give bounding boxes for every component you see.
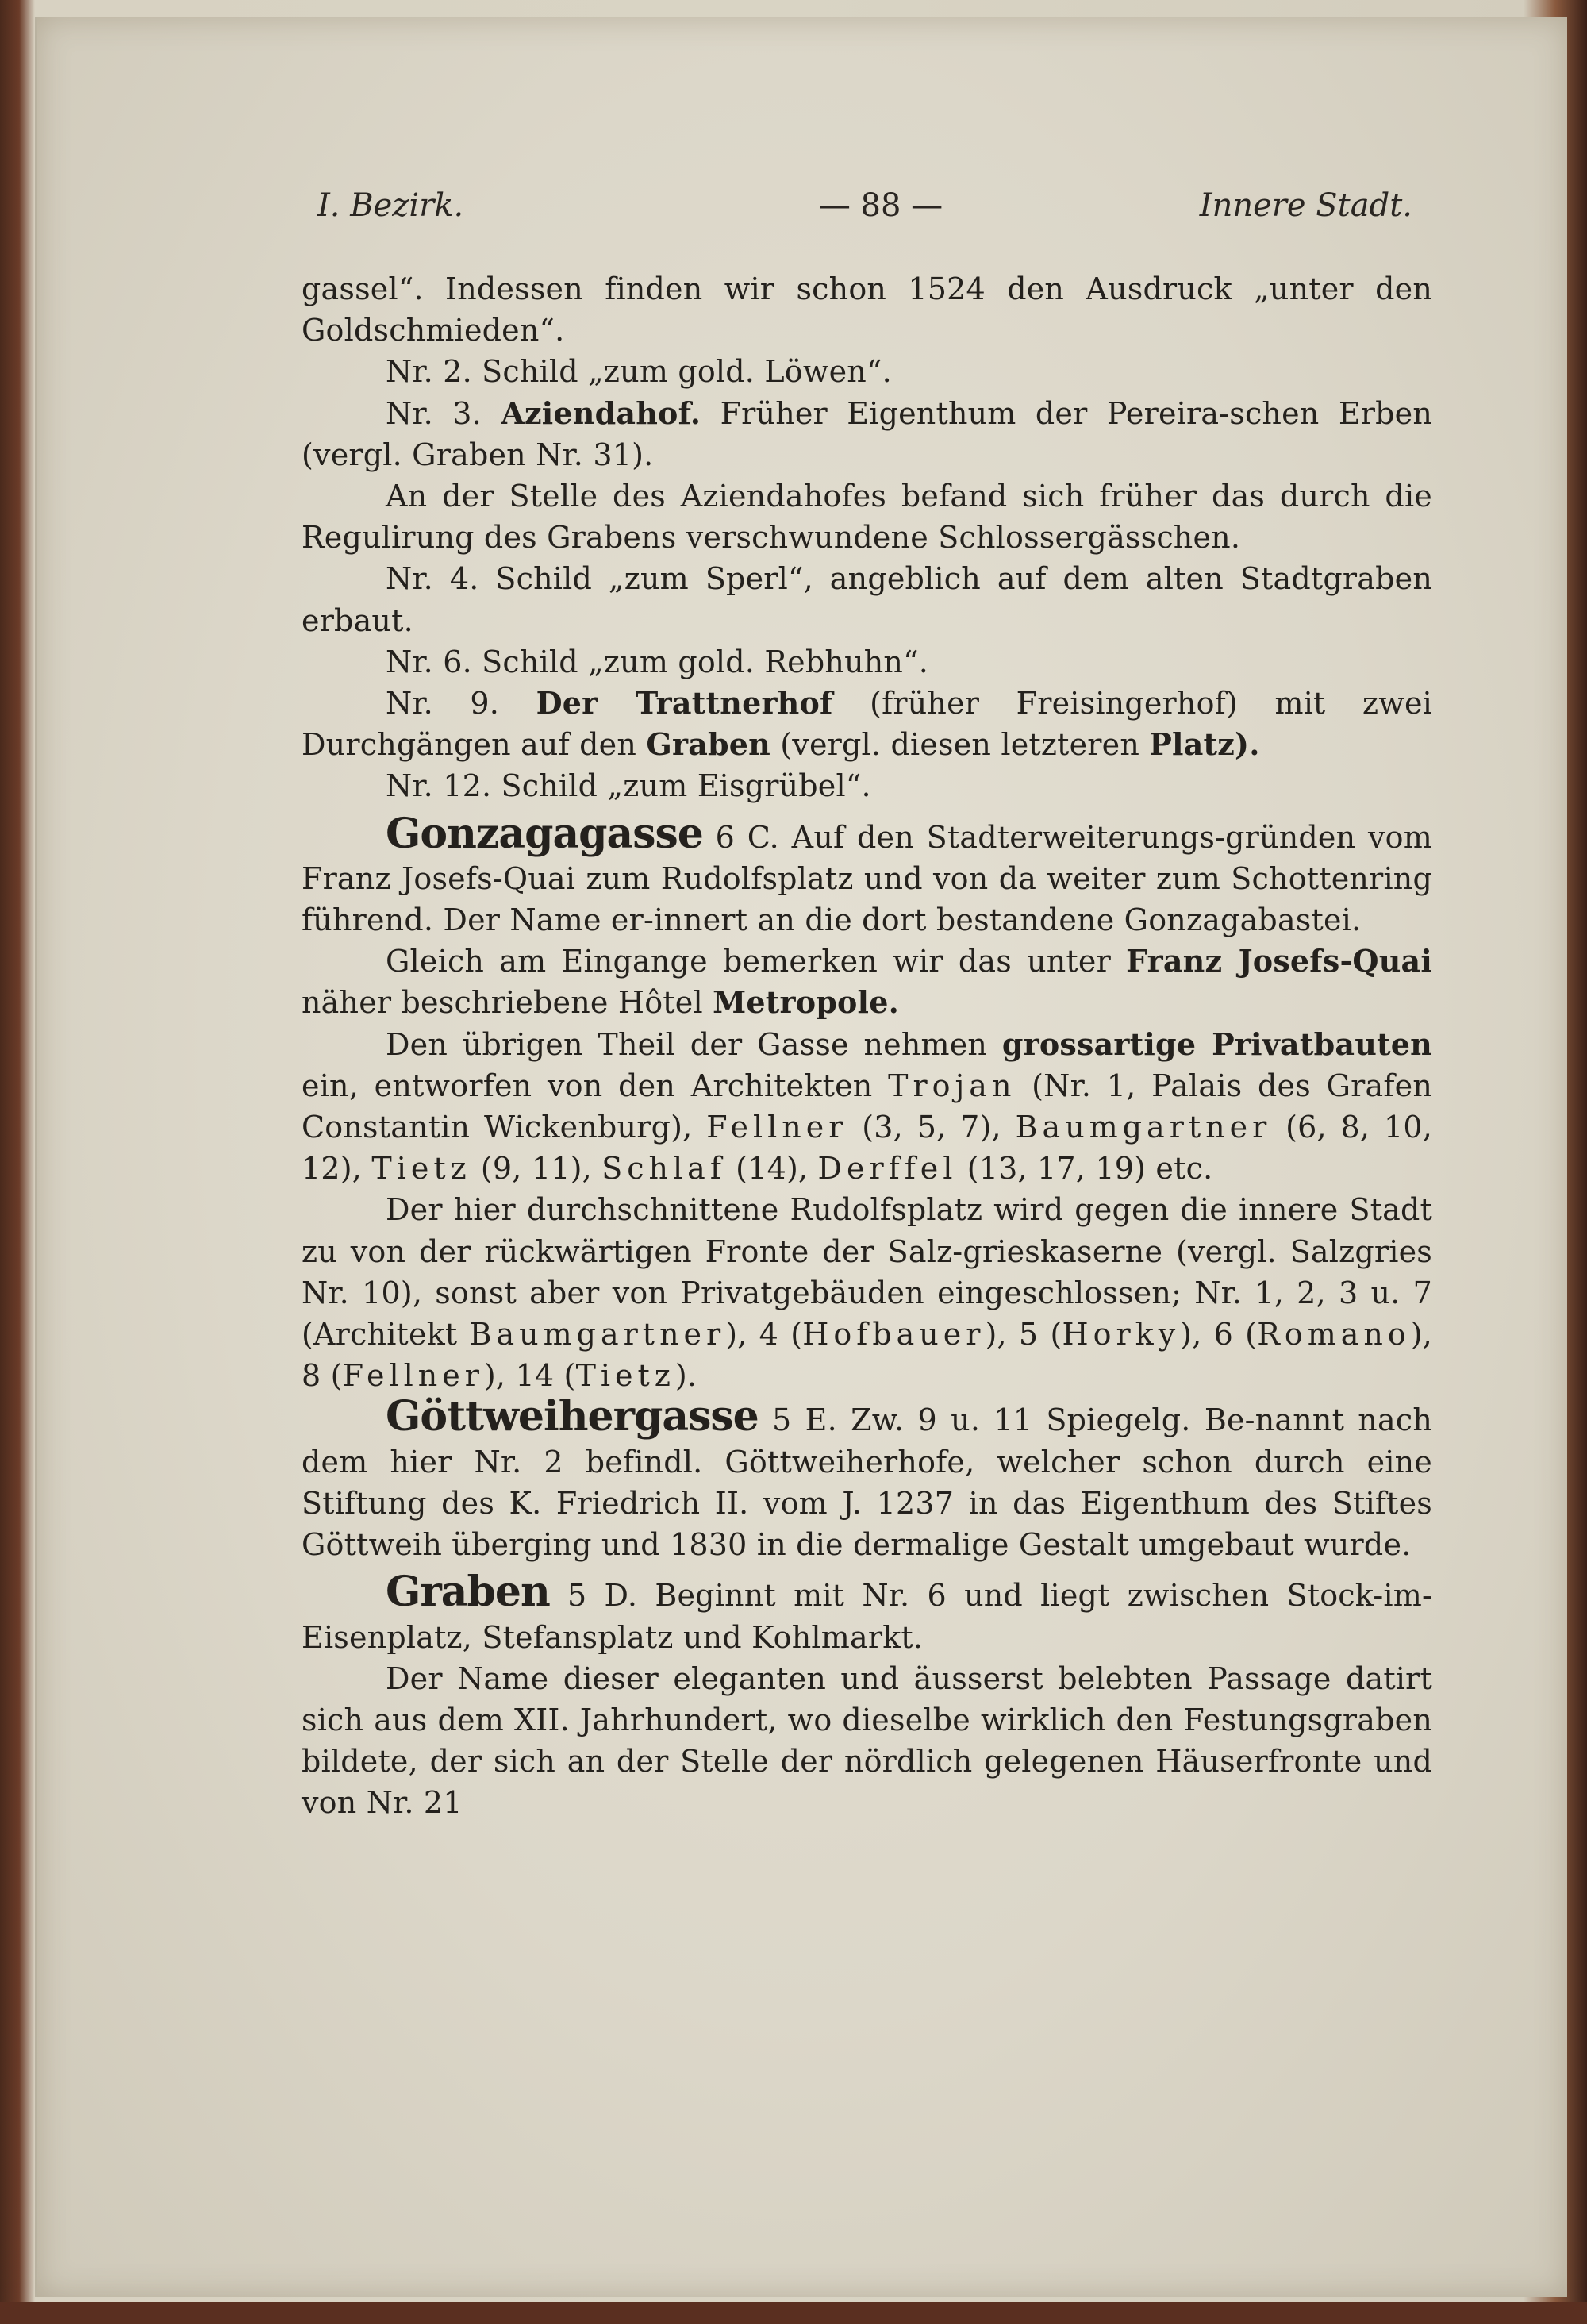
text-run: 5 E. Zw. 9 u. 11 Spiegelg. Be-nannt nach dem hier Nr. 2 befindl. Göttweiherhofe, welcher schon durch eine Stiftung des K. Friedrich II. vom J. 1237 in das Eigenthum des Stiftes Göttweih überging und 1830 in die dermalige Gestalt umgebaut wurde. [302,1402,1432,1563]
spaced-name: Trojan [888,1068,1016,1103]
page-body [302,268,1432,1824]
text-run: (9, 11), [480,1151,592,1187]
text-run: (6, 8, 10, 12), [302,1110,1433,1187]
bold-term: Der Trattnerhof [536,685,833,721]
text-run: Den übrigen Theil der Gasse nehmen [386,1026,988,1062]
bold-term: grossartige Privatbauten [1001,1025,1432,1062]
text-run: ). [674,1358,697,1394]
text-run: Der hier durchschnittene Rudolfsplatz wird gegen die innere Stadt zu von der rückwärtigen Fronte der Salz-grieskaserne (vergl. Salzgries Nr. 10), sonst aber von Privatgebäuden eingeschlossen; Nr. 1, 2, 3 u. 7 (Architekt [302,1192,1432,1352]
header-section: Innere Stadt. [1199,187,1412,224]
text-run: (14), [736,1151,809,1187]
text-run: ), 5 ( [985,1317,1062,1352]
bold-term: Metropole. [713,984,899,1021]
paragraph: An der Stelle des Aziendahofes befand sich früher das durch die Regulirung des Grabens verschwundene Schlossergässchen. [302,479,1432,556]
book-bottom-edge [0,2302,1587,2324]
running-header [317,187,1412,235]
text-run: Nr. 3. [386,395,482,431]
text-run: (Nr. 1, Palais des Grafen Constantin Wickenburg), [302,1068,1433,1145]
text-run: (3, 5, 7), [862,1110,1001,1145]
text-run: (früher Freisingerhof) mit zwei Durchgängen auf den [302,686,1433,763]
paragraph: Nr. 12. Schild „zum Eisgrübel“. [386,768,871,804]
paragraph: gassel“. Indessen finden wir schon 1524 den Ausdruck „unter den Goldschmieden“. [302,271,1432,348]
paragraph: Nr. 4. Schild „zum Sperl“, angeblich auf dem alten Stadtgraben erbaut. [302,561,1432,638]
entry-term: Gonzagagasse [386,809,703,858]
paragraph [302,1189,1432,1396]
text-run: (vergl. diesen letzteren [780,727,1139,763]
entry-term: Graben [386,1568,550,1617]
text-run: 5 D. Beginnt mit Nr. 6 und liegt zwischen Stock-im-Eisenplatz, Stefansplatz und Kohlmarkt. [302,1578,1432,1655]
text-run: 6 C. Auf den Stadterweiterungs-gründen vom Franz Josefs-Quai zum Rudolfsplatz und von da weiter zum Schottenring führend. Der Name er-innert an die dort bestandene Gonzagabastei. [302,819,1432,938]
text-run: ), 6 ( [1180,1317,1258,1352]
spaced-name: Derffel [817,1151,958,1187]
paragraph: Nr. 6. Schild „zum gold. Rebhuhn“. [386,644,928,679]
entry-gonzagagasse [302,809,1432,941]
text-run: Früher Eigenthum der Pereira-schen Erben (vergl. Graben Nr. 31). [302,395,1433,472]
paragraph: Der Name dieser eleganten und äusserst belebten Passage datirt sich aus dem XII. Jahrhundert, wo dieselbe wirklich den Festungsgraben bildete, der sich an der Stelle der nördlich gelegenen Häuserfronte und von Nr. 21 [302,1660,1432,1821]
entry-term: Göttweihergasse [386,1392,759,1441]
spaced-name: Schlaf [601,1151,726,1187]
bold-term: Platz). [1149,726,1260,763]
paragraph: Nr. 2. Schild „zum gold. Löwen“. [386,354,892,390]
spaced-name: Baumgartner [469,1317,726,1352]
bold-term: Graben [646,726,770,763]
spaced-name: Hofbauer [802,1317,986,1352]
spaced-name: Baumgartner [1015,1110,1272,1145]
bold-term: Aziendahof. [501,394,701,431]
text-run: Nr. 9. [386,686,500,721]
paragraph [302,941,1432,1023]
text-run: näher beschriebene Hôtel [302,985,703,1021]
spaced-name: Tietz [371,1151,471,1187]
entry-goettweihergasse [302,1392,1432,1565]
text-run: (13, 17, 19) etc. [966,1151,1213,1187]
text-run: ein, entworfen von den Architekten [302,1068,873,1103]
entry-graben [302,1568,1432,1657]
bold-term: Franz Josefs-Quai [1126,943,1433,979]
spaced-name: Tietz [575,1358,675,1394]
spaced-name: Fellner [706,1110,848,1145]
text-run: Gleich am Eingange bemerken wir das unter [386,944,1111,979]
text-run: ), 8 ( [302,1317,1433,1394]
paragraph [302,683,1432,765]
paragraph [302,1024,1432,1190]
page-number: — 88 — [818,187,943,224]
text-run: ), 14 ( [483,1358,576,1394]
paragraph [302,393,1432,475]
spaced-name: Romano [1257,1317,1411,1352]
header-district: I. Bezirk. [317,187,464,224]
text-run: ), 4 ( [725,1317,803,1352]
spaced-name: Fellner [342,1358,484,1394]
spaced-name: Horky [1062,1317,1181,1352]
